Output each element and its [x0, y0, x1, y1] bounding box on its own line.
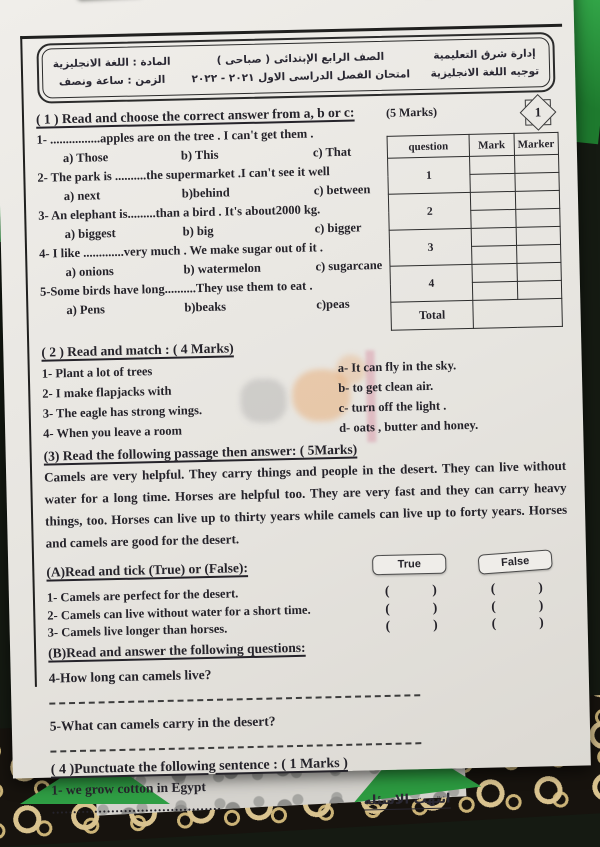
q1-item-2: 2- The park is ..........the supermarket .I can't see it well a) next b)behind c) between — [37, 161, 384, 207]
q3a-title: (A)Read and tick (True) or (False): — [46, 560, 249, 580]
marks-table-col-marker: Marker — [514, 132, 559, 155]
q1-item-3: 3- An elephant is.........than a bird . It's about2000 kg. a) biggest b) big c) bigger — [38, 199, 385, 245]
page-number-badge — [520, 94, 557, 131]
false-parens: ( ) — [491, 596, 544, 614]
header-time-line: الزمن : ساعة ونصف — [58, 73, 166, 89]
marks-table — [387, 132, 563, 331]
header-grade-line: الصف الرابع الإبتدائى ( صباحى ) — [216, 50, 385, 67]
q4-item: 1- we grow cotton in Egypt — [51, 778, 207, 798]
q1-item-4-options: a) onions b) watermelon c) sugarcane — [65, 257, 383, 280]
q3b-question-5: 5-What can camels carry in the desert? — [49, 712, 276, 734]
q2-right-column — [338, 352, 566, 438]
header-subject-time — [53, 52, 172, 91]
q1-item-4: 4- I like .............very much . We make sugar out of it . a) onions b) watermelon c) sugarcane — [39, 237, 386, 283]
q1-item-1-options: a) Those b) This c) That — [62, 144, 352, 166]
list-item: 3- The eagle has strong wings. — [42, 403, 203, 421]
marks-table-col-mark: Mark — [469, 133, 514, 156]
question-2-section — [41, 333, 565, 445]
q2-title: ( 2 ) Read and match : ( 4 Marks) — [41, 340, 234, 360]
list-item: 1- Plant a lot of trees — [41, 364, 153, 381]
false-parens: ( ) — [490, 579, 543, 596]
false-parens: ( ) — [491, 614, 544, 631]
true-false-header — [46, 551, 568, 583]
marking-panel — [382, 100, 563, 331]
header-term-line: امتحان الفصل الدراسى الاول ٢٠٢١ - ٢٠٢٢ — [191, 68, 411, 86]
list-item: d- oats , butter and honey. — [338, 417, 479, 435]
statement-row: 3- Camels live longer than horses. ( ) ( ) — [48, 613, 570, 642]
q1-item-1: 1- ................apples are on the tree . I can't get them . a) Those b) This c) That — [36, 123, 383, 169]
header-box — [36, 32, 555, 104]
list-item: 4- When you leave a room — [43, 423, 183, 441]
question-1-section — [36, 100, 563, 339]
table-row: 1 — [388, 154, 559, 176]
q1-marks: (5 Marks) — [385, 104, 438, 120]
table-row: 3 — [389, 226, 560, 248]
true-box: True — [372, 554, 446, 576]
list-item: 2- I make flapjacks with — [42, 383, 172, 401]
reading-passage: Camels are very helpful. They carry things and people in the desert. They can live without water for a long time. Horses are helpful too. They are very fast and they can carry heavy things, too. Horses can live up to thirty years while camels can live up to forty years. Horses and camels are good for the desert. — [44, 457, 568, 551]
header-exam-info — [191, 47, 410, 89]
q1-item-2-options: a) next b)behind c) between — [63, 182, 371, 204]
answer-line — [49, 693, 420, 704]
q3-title: (3) Read the following passage then answer: ( 5Marks) — [43, 441, 358, 464]
table-row: 4 — [390, 262, 561, 284]
question-3-section — [44, 437, 573, 752]
q1-item-3-options: a) biggest b) big c) bigger — [64, 220, 362, 242]
true-parens: ( ) — [385, 599, 438, 616]
true-parens: ( ) — [384, 581, 438, 598]
table-row: 2 — [388, 190, 559, 212]
q4-title: ( 4 )Punctuate the following sentence : ( 1 Marks ) — [50, 755, 348, 778]
q1-title: ( 1 ) Read and choose the correct answer from a, b or c: — [35, 104, 355, 127]
dotted-answer-line: ........................................ — [51, 797, 222, 817]
q3b-title: (B)Read and answer the following questions: — [47, 639, 306, 661]
statement-row: 2- Camels can live without water for a short time. ( ) ( ) — [47, 595, 569, 624]
q1-item-5-options: a) Pens b)beaks c)peas — [66, 296, 350, 318]
list-item: c- turn off the light . — [338, 398, 447, 415]
true-parens: ( ) — [385, 616, 438, 633]
header-subject-line: المادة : اللغة الانجليزية — [52, 55, 171, 70]
badge-number: 1 — [534, 104, 542, 120]
q2-left-column — [42, 357, 340, 445]
table-row-total: Total — [391, 298, 563, 330]
header-admin-line1: إدارة شرق التعليمية — [433, 47, 536, 62]
answer-line — [50, 741, 421, 752]
header-admin-line2: توجيه اللغة الانجليزية — [430, 65, 540, 80]
q1-item-5: 5-Some birds have long..........They use them to eat . a) Pens b)beaks c)peas — [40, 275, 387, 321]
list-item: b- to get clean air. — [338, 378, 434, 395]
header-administration — [430, 44, 539, 83]
list-item: a- It can fly in the sky. — [337, 358, 457, 375]
marks-table-col-question: question — [387, 134, 470, 158]
q3b-question-4: 4-How long can camels live? — [48, 666, 212, 686]
false-box: False — [478, 549, 553, 574]
statement-row: 1- Camels are perfect for the desert. ( ) ( ) — [47, 578, 569, 607]
end-of-questions-note: انتهت الاسئله — [363, 791, 451, 809]
